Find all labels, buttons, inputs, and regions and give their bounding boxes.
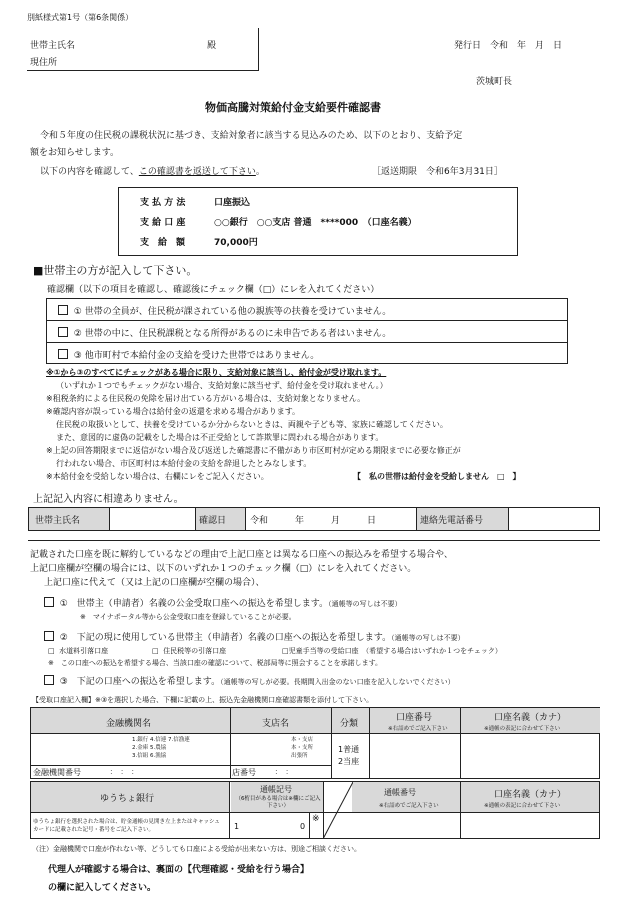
yucho-code-note: （6桁目がある場合は※欄にご記入下さい） bbox=[235, 796, 321, 809]
check-item-2[interactable]: ② 世帯の中に、住民税課税となる所得があるのに未申告である者はいません。 bbox=[58, 326, 391, 339]
option-1[interactable]: ① 世帯主（申請者）名義の公金受取口座への振込を希望します。（通帳等の写しは不要） bbox=[44, 596, 402, 609]
issuer: 茨城町長 bbox=[476, 77, 513, 87]
account-type-options[interactable]: 1普通 2当座 bbox=[338, 745, 360, 766]
footer-note: （注）金融機関で口座が作れない等、どうしても口座による受給が出来ない方は、別途ご相談ください。 bbox=[32, 845, 361, 853]
proxy-note-2: の欄に記入してください。 bbox=[48, 883, 157, 893]
yucho-label: ゆうちょ銀行 bbox=[100, 794, 155, 804]
option-2-sub1[interactable]: □ 水道料引落口座 bbox=[48, 647, 109, 655]
option-3[interactable]: ③ 下記の口座への振込を希望します。（通帳等の写しが必要。長期間入出金のない口座を記入しないでください） bbox=[44, 674, 455, 687]
decline-checkbox[interactable]: 【 私の世帯は給付金を受給しません □ 】 bbox=[353, 472, 521, 481]
header-underline bbox=[27, 70, 259, 71]
header-account-holder-note: ※通帳の表記に合わせて下さい bbox=[484, 726, 561, 732]
yucho-number-label: 通帳番号 bbox=[384, 788, 416, 797]
yucho-holder-field[interactable] bbox=[462, 815, 598, 835]
section2-intro2: 上記口座欄が空欄の場合には、以下のいずれか１つのチェック欄（□）にレを入れてください。 bbox=[30, 564, 417, 574]
header-account-holder: 口座名義（カナ） bbox=[494, 713, 567, 723]
section-divider bbox=[28, 540, 600, 541]
honorific: 殿 bbox=[207, 41, 217, 51]
check-instruction: 確認欄（以下の項目を確認し、確認後にチェック欄（□）にレを入れてください） bbox=[47, 285, 380, 295]
confirm-phone-label: 連絡先電話番号 bbox=[420, 516, 484, 526]
confirm-date-field[interactable]: 令和 年 月 日 bbox=[250, 516, 377, 526]
payment-method-label: 支 払 方 法 bbox=[140, 198, 186, 208]
intro-line1: 令和５年度の住民税の課税状況に基づき、支給対象者に該当する見込みのため、以下のとおり、支給予定 bbox=[40, 131, 463, 141]
intro-line2: 額をお知らせします。 bbox=[30, 148, 120, 158]
option-2-note: ※ この口座への振込を希望する場合、当該口座の確認について、税部局等に照会することを承諾します。 bbox=[48, 659, 383, 667]
yucho-digit-first: 1 bbox=[234, 822, 240, 831]
return-deadline: ［返送期限 令和6年3月31日］ bbox=[372, 167, 503, 177]
householder-label: 世帯主氏名 bbox=[30, 41, 76, 51]
note-5: 住民税の取扱いとして、扶養を受けているか分からないときは、両親や子ども等、家族に確認してください。 bbox=[56, 420, 448, 429]
payment-amount-label: 支 給 額 bbox=[140, 238, 186, 248]
note-8: 行われない場合、市区町村は本給付金の支給を辞退したとみなします。 bbox=[56, 459, 312, 468]
check-item-1[interactable]: ① 世帯の全員が、住民税が課されている他の親族等の扶養を受けていません。 bbox=[58, 304, 391, 317]
payment-amount-value: 70,000円 bbox=[214, 238, 258, 248]
yucho-mark: ※ bbox=[312, 814, 320, 824]
option-2-sub2[interactable]: □ 住民税等の引落口座 bbox=[152, 647, 227, 655]
page-title: 物価高騰対策給付金支給要件確認書 bbox=[205, 101, 381, 114]
confirm-statement: 上記記入内容に相違ありません。 bbox=[33, 494, 184, 505]
option-1-checkbox[interactable] bbox=[44, 597, 54, 607]
yucho-diagonal bbox=[323, 782, 353, 839]
branch-type-options[interactable]: 本・支店 本・支所 出張所 bbox=[291, 737, 314, 759]
yucho-number-field[interactable] bbox=[354, 815, 458, 835]
yucho-digit-last: 0 bbox=[300, 822, 306, 831]
header-divider bbox=[258, 28, 259, 70]
checkbox-2[interactable] bbox=[58, 327, 68, 337]
proxy-note-1: 代理人が確認する場合は、裏面の【代理確認・受給を行う場合】 bbox=[48, 865, 310, 875]
note-1: ※①から③のすべてにチェックがある場合に限り、支給対象に該当し、給付金が受け取れます。 bbox=[46, 368, 387, 377]
option-2-sub3[interactable]: □児童手当等の受給口座 （希望する場合はいずれか１つをチェック） bbox=[282, 647, 502, 655]
header-account-number-note: ※右詰めでご記入下さい bbox=[388, 726, 448, 732]
header-account-number: 口座番号 bbox=[396, 713, 433, 723]
bank-code-field[interactable]: ::: bbox=[110, 767, 143, 776]
confirm-phone-field[interactable] bbox=[509, 509, 599, 529]
intro-line3: 以下の内容を確認して、この確認書を返送して下さい。 bbox=[40, 167, 265, 177]
account-table-caption: 【受取口座記入欄】※③を選択した場合、下欄に記載の上、振込先金融機関口座確認書類を添付して下さい。 bbox=[32, 696, 374, 704]
yucho-code-label: 通帳記号 bbox=[260, 785, 292, 794]
note-4: ※確認内容が誤っている場合は給付金の返還を求める場合があります。 bbox=[46, 407, 301, 416]
confirm-date-label: 確認日 bbox=[199, 516, 227, 526]
checkbox-3[interactable] bbox=[58, 349, 68, 359]
yucho-number-note: ※右詰めでご記入下さい bbox=[379, 803, 439, 809]
issue-date: 発行日 令和 年 月 日 bbox=[454, 41, 563, 51]
option-1-note: ※ マイナポータル等から公金受取口座を登録していることが必要。 bbox=[80, 613, 296, 621]
note-2: （いずれか１つでもチェックがない場合、支給対象に該当せず、給付金を受け取れません。） bbox=[56, 381, 388, 390]
header-branch-name: 支店名 bbox=[262, 719, 290, 729]
payment-account-label: 支 給 口 座 bbox=[140, 218, 186, 228]
payment-method-value: 口座振込 bbox=[214, 198, 251, 208]
header-account-type: 分類 bbox=[340, 719, 359, 729]
section1-heading: ■世帯主の方が記入して下さい。 bbox=[33, 264, 198, 277]
note-7: ※上記の回答期限までに返信がない場合及び返送した確認書に不備があり市区町村が定める期限までに必要な修正が bbox=[46, 446, 461, 455]
yucho-instruction: ゆうちょ銀行を選択された場合は、貯金通帳の見開き左上またはキャッシュカードに記載された記号・番号をご記入下さい。 bbox=[33, 819, 220, 833]
payment-account-value: ○○銀行 ○○支店 普通 ****000 （口座名義） bbox=[214, 218, 417, 228]
yucho-holder-note: ※通帳の表記に合わせて下さい bbox=[484, 803, 561, 809]
bank-code-label: 金融機関番号 bbox=[33, 768, 81, 777]
note-9: ※本給付金を受給しない場合は、右欄にレをご記入ください。 bbox=[46, 472, 269, 481]
return-instruction: この確認書を返送して下さい bbox=[138, 167, 256, 177]
option-2[interactable]: ② 下記の現に使用している世帯主（申請者）名義の口座への振込を希望します。（通帳等の写しは不要） bbox=[44, 630, 465, 643]
confirm-name-field[interactable] bbox=[110, 509, 194, 529]
yucho-holder-label: 口座名義（カナ） bbox=[494, 790, 567, 800]
section2-intro3: 上記口座に代えて（又は上記の口座欄が空欄の場合）、 bbox=[44, 578, 265, 588]
section2-intro1: 記載された口座を既に解約しているなどの理由で上記口座とは異なる口座への振込みを希望する場合や、 bbox=[30, 550, 453, 560]
note-6: また、意図的に虚偽の記載をした場合は不正受給として詐欺罪に問われる場合があります。 bbox=[56, 433, 384, 442]
option-2-checkbox[interactable] bbox=[44, 631, 54, 641]
confirm-name-label: 世帯主氏名 bbox=[35, 516, 81, 526]
bank-type-options[interactable]: 1.銀行 4.信連 7.信漁連 2.金庫 5.農協 3.信組 6.漁協 bbox=[132, 737, 190, 759]
note-3: ※租税条約による住民税の免除を届け出ている方がいる場合は、支給対象となりません。 bbox=[46, 394, 366, 403]
yucho-code-field[interactable] bbox=[242, 815, 298, 835]
checkbox-1[interactable] bbox=[58, 305, 68, 315]
address-label: 現住所 bbox=[30, 58, 58, 68]
check-item-3[interactable]: ③ 他市町村で本給付金の支給を受けた世帯ではありません。 bbox=[58, 348, 319, 361]
form-id: 別紙様式第1号（第6条関係） bbox=[27, 13, 134, 22]
branch-code-field[interactable]: :: bbox=[275, 767, 297, 776]
branch-code-label: 店番号 bbox=[232, 768, 256, 777]
option-3-checkbox[interactable] bbox=[44, 675, 54, 685]
header-bank-name: 金融機関名 bbox=[106, 719, 152, 729]
